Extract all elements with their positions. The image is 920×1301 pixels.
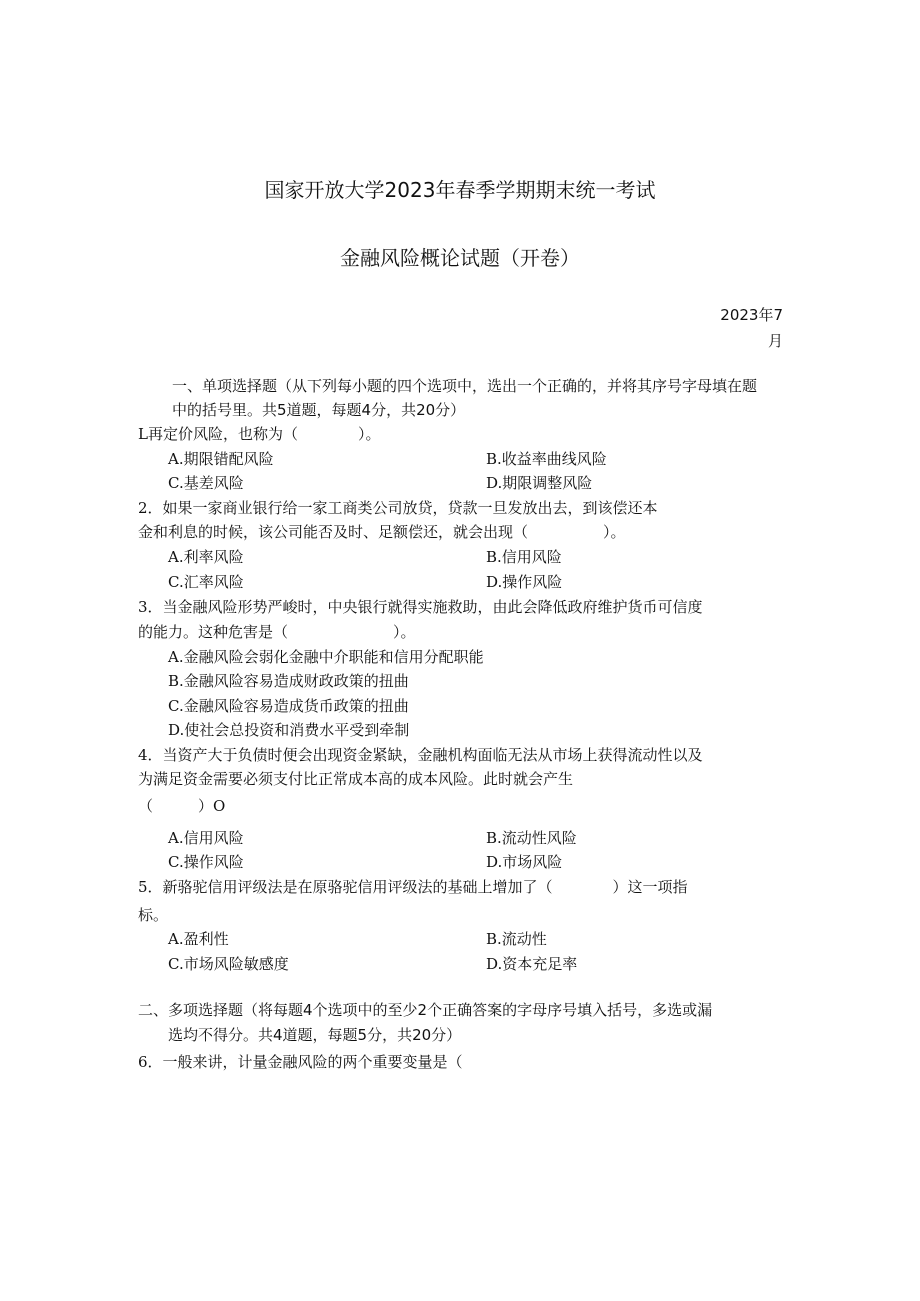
question-5-option-d: D.资本充足率 <box>486 955 578 973</box>
question-1-option-a: A.期限错配风险 <box>168 450 274 468</box>
section-2-heading-line1: 二、多项选择题（将每题4个选项中的至少2个正确答案的字母序号填入括号，多选或漏 <box>138 1001 713 1019</box>
question-1-option-c: C.基差风险 <box>168 474 244 492</box>
exam-date-year: 2023年7 <box>720 306 783 324</box>
question-5-text-line2: 标。 <box>138 906 169 924</box>
section-2-heading-line2: 选均不得分。共4道题，每题5分，共20分） <box>168 1026 462 1044</box>
question-2-text-line2: 金和利息的时候，该公司能否及时、足额偿还，就会出现（ ）。 <box>138 523 626 541</box>
question-4-option-b: B.流动性风险 <box>486 829 577 847</box>
exam-title: 国家开放大学2023年春季学期期末统一考试 <box>264 178 656 202</box>
question-4-option-c: C.操作风险 <box>168 853 244 871</box>
question-1-text: L再定价风险，也称为（ ）。 <box>138 425 381 443</box>
question-5-option-a: A.盈利性 <box>168 930 229 948</box>
subject-title: 金融风险概论试题（开卷） <box>340 246 580 270</box>
section-1-heading-line2: 中的括号里。共5道题，每题4分，共20分） <box>172 401 466 419</box>
question-4-text-line2: 为满足资金需要必须支付比正常成本高的成本风险。此时就会产生 <box>138 770 574 788</box>
question-4-option-d: D.市场风险 <box>486 853 563 871</box>
question-6-text: 6．一般来讲，计量金融风险的两个重要变量是（ <box>138 1053 463 1071</box>
question-2-option-a: A.利率风险 <box>168 548 244 566</box>
question-4-text-line3: （ ）O <box>138 797 226 815</box>
question-2-option-b: B.信用风险 <box>486 548 562 566</box>
question-4-text-line1: 4．当资产大于负债时便会出现资金紧缺，金融机构面临无法从市场上获得流动性以及 <box>138 746 703 764</box>
question-3-text-line2: 的能力。这种危害是（ ）。 <box>138 623 416 641</box>
question-3-option-b: B.金融风险容易造成财政政策的扭曲 <box>168 672 409 690</box>
question-3-option-a: A.金融风险会弱化金融中介职能和信用分配职能 <box>168 648 484 666</box>
question-5-text-line1: 5．新骆驼信用评级法是在原骆驼信用评级法的基础上增加了（ ）这一项指 <box>138 878 688 896</box>
question-3-text-line1: 3．当金融风险形势严峻时，中央银行就得实施救助，由此会降低政府维护货币可信度 <box>138 598 703 616</box>
question-5-option-c: C.市场风险敏感度 <box>168 955 289 973</box>
section-1-heading-line1: 一、单项选择题（从下列每小题的四个选项中，选出一个正确的，并将其序号字母填在题 <box>172 377 758 395</box>
question-1-option-b: B.收益率曲线风险 <box>486 450 607 468</box>
question-3-option-c: C.金融风险容易造成货币政策的扭曲 <box>168 697 409 715</box>
question-4-option-a: A.信用风险 <box>168 829 244 847</box>
question-2-option-c: C.汇率风险 <box>168 573 244 591</box>
question-2-text-line1: 2．如果一家商业银行给一家工商类公司放贷，贷款一旦发放出去，到该偿还本 <box>138 499 658 517</box>
exam-date-month: 月 <box>767 332 783 350</box>
question-3-option-d: D.使社会总投资和消费水平受到牵制 <box>168 721 410 739</box>
question-2-option-d: D.操作风险 <box>486 573 563 591</box>
question-5-option-b: B.流动性 <box>486 930 547 948</box>
question-1-option-d: D.期限调整风险 <box>486 474 593 492</box>
